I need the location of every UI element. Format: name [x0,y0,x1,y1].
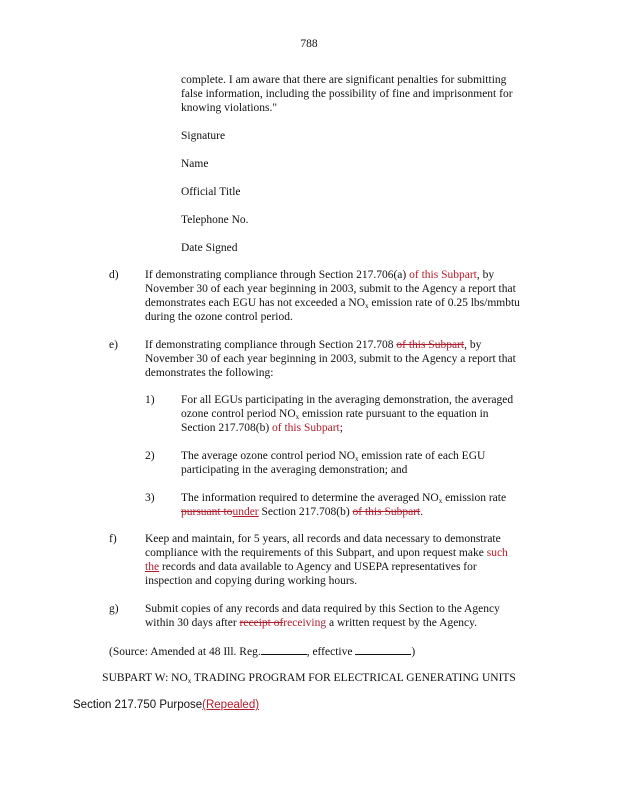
telephone-label: Telephone No. [181,214,249,226]
page-number: 788 [300,38,318,50]
item-f-marker: f) [109,533,117,545]
item-e-marker: e) [109,339,118,351]
item-e-line-3: demonstrates the following: [145,367,274,379]
item-d-nox-text: demonstrates each EGU has not exceeded a NO [145,297,366,309]
item-e3-subscript: x [438,497,443,505]
item-e-line-2: November 30 of each year beginning in 2003, submit to the Agency a report that [145,353,516,365]
item-d-line-2: November 30 of each year beginning in 2003, submit to the Agency a report that [145,283,516,295]
section-heading [73,698,259,712]
item-e1-line-1: For all EGUs participating in the averaging demonstration, the averaged [181,394,514,406]
item-d-rate-text: emission rate of 0.25 lbs/mmbtu [368,297,520,309]
section-heading-insertion: (Repealed) [202,699,260,711]
item-d-line-1 [145,268,494,282]
source-mid: , effective [306,646,353,658]
item-f-insertion-1: such [486,547,508,559]
subpart-heading-subscript: x [187,677,192,685]
item-e1-section-text: Section 217.708(b) [181,422,270,434]
item-f-text: compliance with the requirements of this Subpart, and upon request make [145,547,484,559]
name-label: Name [181,158,209,170]
item-e1-subscript: x [295,413,300,421]
item-e3-rate-text: emission rate [442,492,507,504]
item-e2-nox-text: The average ozone control period NO [181,450,356,462]
item-d-insertion: of this Subpart [409,269,477,281]
item-e1-line-3 [181,421,343,435]
item-e2-line-2: participating in the averaging demonstration; and [181,464,408,476]
item-e2-subscript: x [355,455,359,463]
item-e1-marker: 1) [145,394,155,406]
subpart-heading [0,671,618,688]
item-e3-insertion: under [232,506,259,518]
item-e3-nox-text: The information required to determine the averaged NO [181,492,439,504]
item-d-line-4: during the ozone control period. [145,311,293,323]
item-g-text: within 30 days after [145,617,237,629]
item-e2-marker: 2) [145,450,155,462]
source-suffix: ) [411,646,416,658]
source-volume-blank [261,644,307,655]
section-heading-label: Section 217.750 Purpose [73,699,203,711]
item-f-text-2: records and data available to Agency and USEPA representatives for [159,561,477,573]
item-g-deletion: receipt of [239,617,284,629]
official-title-label: Official Title [181,186,241,198]
item-d-subscript: x [365,302,369,310]
item-f-line-2 [145,546,508,560]
source-date-blank [355,644,411,655]
certification-text-line-2: false information, including the possibility of fine and imprisonment for [181,88,513,100]
date-signed-label: Date Signed [181,242,238,254]
certification-text-line-3: knowing violations." [181,102,278,114]
item-e3-deletion-1: pursuant to [181,506,233,518]
item-d-text: If demonstrating compliance through Section 217.706(a) [145,269,407,281]
item-e-deletion: of this Subpart [396,339,465,351]
item-g-marker: g) [109,603,119,615]
item-e3-marker: 3) [145,492,155,504]
item-e2-rate-text: emission rate of each EGU [358,450,486,462]
item-e-text: If demonstrating compliance through Section 217.708 [145,339,394,351]
subpart-heading-text: SUBPART W: NO [102,672,188,684]
item-e3-line-2 [181,505,423,519]
item-e3-text-end: . [420,506,424,518]
item-e1-text-end: ; [339,422,343,434]
item-f-line-3 [145,560,477,574]
item-e1-rate-text: emission rate pursuant to the equation in [299,408,489,420]
item-g-line-1: Submit copies of any records and data required by this Section to the Agency [145,603,500,615]
item-f-line-1: Keep and maintain, for 5 years, all records and data necessary to demonstrate [145,533,501,545]
item-d-text-end: , by [476,269,495,281]
item-e3-deletion-2: of this Subpart [352,506,421,518]
source-note [109,644,415,659]
item-f-insertion-2: the [145,561,160,573]
signature-label: Signature [181,130,226,142]
item-e-text-end: , by [464,339,482,351]
subpart-heading-text-end: TRADING PROGRAM FOR ELECTRICAL GENERATING UNITS [191,672,516,684]
item-d-marker: d) [109,269,119,281]
item-g-line-2 [145,616,477,630]
item-g-text-end: a written request by the Agency. [326,617,478,629]
item-g-insertion: receiving [283,617,327,629]
item-e1-insertion: of this Subpart [272,422,340,434]
item-f-line-4: inspection and copying during working hours. [145,575,358,587]
item-e3-section-text: Section 217.708(b) [258,506,350,518]
item-e1-nox-text: ozone control period NO [181,408,296,420]
item-e-line-1 [145,338,481,352]
source-prefix: (Source: Amended at 48 Ill. Reg. [109,646,261,658]
certification-text-line-1: complete. I am aware that there are significant penalties for submitting [181,74,507,86]
